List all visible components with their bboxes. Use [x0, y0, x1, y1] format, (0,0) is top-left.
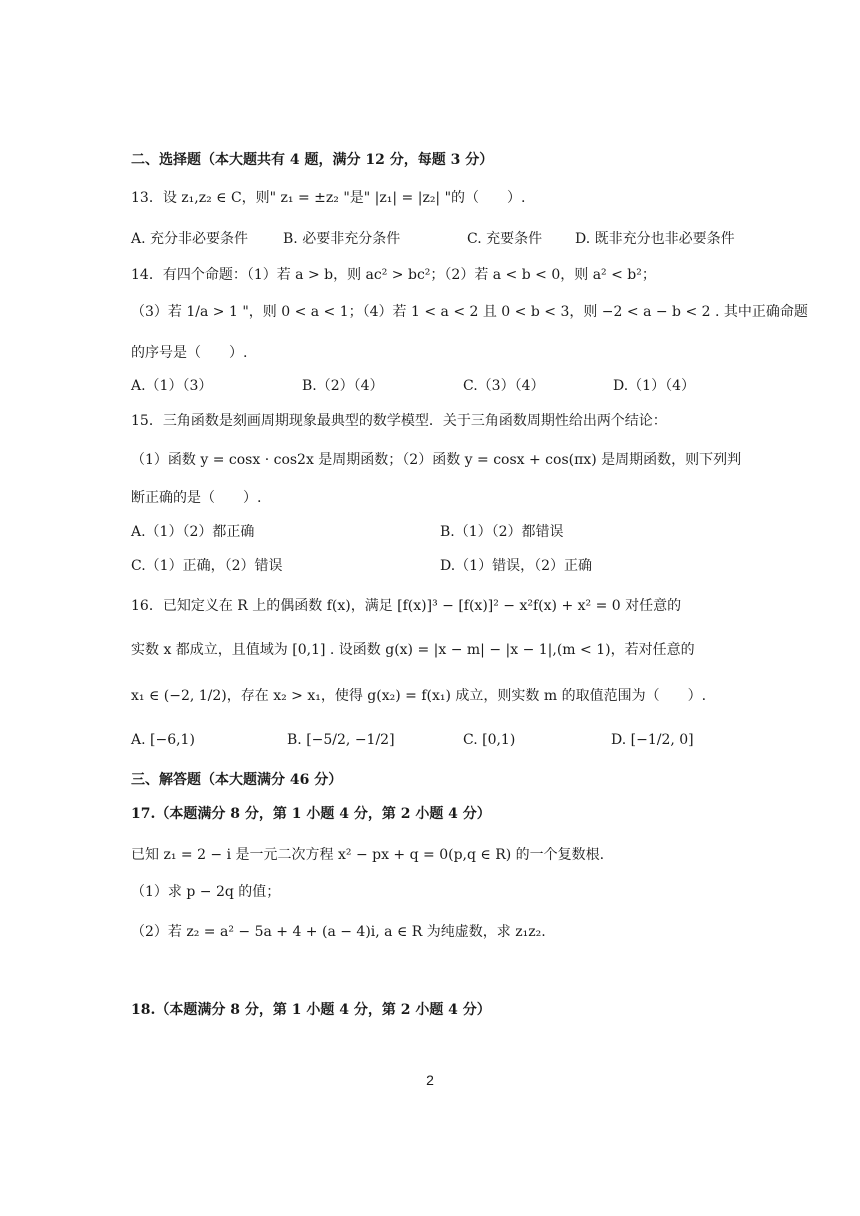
- question-14-option-a: A.（1）（3）: [131, 378, 213, 394]
- question-14-line-1: 14．有四个命题：（1）若 a > b，则 ac² > bc²；（2）若 a < b < 0，则 a² < b²；: [131, 267, 656, 283]
- question-13-option-d: D. 既非充分也非必要条件: [575, 231, 735, 247]
- question-15-option-a: A.（1）（2）都正确: [131, 524, 255, 540]
- question-16-option-a: A. [−6,1): [131, 732, 195, 748]
- question-15-line-2: （1）函数 y = cosx · cos2x 是周期函数；（2）函数 y = cosx + cos(πx) 是周期函数，则下列判: [131, 452, 742, 468]
- question-15-line-3: 断正确的是（ ）.: [131, 490, 262, 506]
- question-14-line-2: （3）若 1/a > 1 "，则 0 < a < 1；（4）若 1 < a < 2 且 0 < b < 3，则 −2 < a − b < 2 . 其中正确命题: [131, 304, 808, 320]
- question-15-option-b: B.（1）（2）都错误: [440, 524, 564, 540]
- question-16-option-b: B. [−5/2, −1/2]: [287, 732, 395, 748]
- question-14-option-b: B.（2）（4）: [302, 378, 384, 394]
- question-13-option-a: A. 充分非必要条件: [131, 231, 249, 247]
- question-13-option-c: C. 充要条件: [467, 231, 543, 247]
- question-16-line-2: 实数 x 都成立，且值域为 [0,1] . 设函数 g(x) = |x − m| − |x − 1|,(m < 1)，若对任意的: [131, 642, 695, 658]
- question-16-line-1: 16．已知定义在 R 上的偶函数 f(x)，满足 [f(x)]³ − [f(x)]² − x²f(x) + x² = 0 对任意的: [131, 598, 682, 614]
- question-13-option-b: B. 必要非充分条件: [283, 231, 401, 247]
- question-15-option-c: C.（1）正确，（2）错误: [131, 558, 283, 574]
- question-16-option-c: C. [0,1): [463, 732, 516, 748]
- section-heading-answer: 三、解答题（本大题满分 46 分）: [131, 772, 343, 788]
- question-17-part-2: （2）若 z₂ = a² − 5a + 4 + (a − 4)i, a ∈ R 为纯虚数，求 z₁z₂.: [131, 924, 546, 940]
- page-number: 2: [426, 1072, 434, 1088]
- question-17-given: 已知 z₁ = 2 − i 是一元二次方程 x² − px + q = 0(p,q ∈ R) 的一个复数根.: [131, 847, 605, 863]
- question-18-heading: 18.（本题满分 8 分，第 1 小题 4 分，第 2 小题 4 分）: [131, 1002, 491, 1018]
- question-13-stem: 13．设 z₁,z₂ ∈ C，则" z₁ = ±z₂ "是" |z₁| = |z₂| "的（ ）.: [131, 190, 526, 206]
- question-14-option-d: D.（1）（4）: [613, 378, 695, 394]
- question-17-part-1: （1）求 p − 2q 的值；: [131, 884, 281, 900]
- question-16-option-d: D. [−1/2, 0]: [611, 732, 694, 748]
- question-14-line-3: 的序号是（ ）.: [131, 345, 248, 361]
- question-16-line-3: x₁ ∈ (−2, 1/2)，存在 x₂ > x₁，使得 g(x₂) = f(x₁) 成立，则实数 m 的取值范围为（ ）.: [131, 688, 707, 704]
- section-heading-choice: 二、选择题（本大题共有 4 题，满分 12 分，每题 3 分）: [131, 152, 494, 168]
- question-15-option-d: D.（1）错误，（2）正确: [440, 558, 592, 574]
- question-14-option-c: C.（3）（4）: [463, 378, 545, 394]
- question-15-line-1: 15．三角函数是刻画周期现象最典型的数学模型．关于三角函数周期性给出两个结论：: [131, 413, 667, 429]
- question-17-heading: 17.（本题满分 8 分，第 1 小题 4 分，第 2 小题 4 分）: [131, 806, 491, 822]
